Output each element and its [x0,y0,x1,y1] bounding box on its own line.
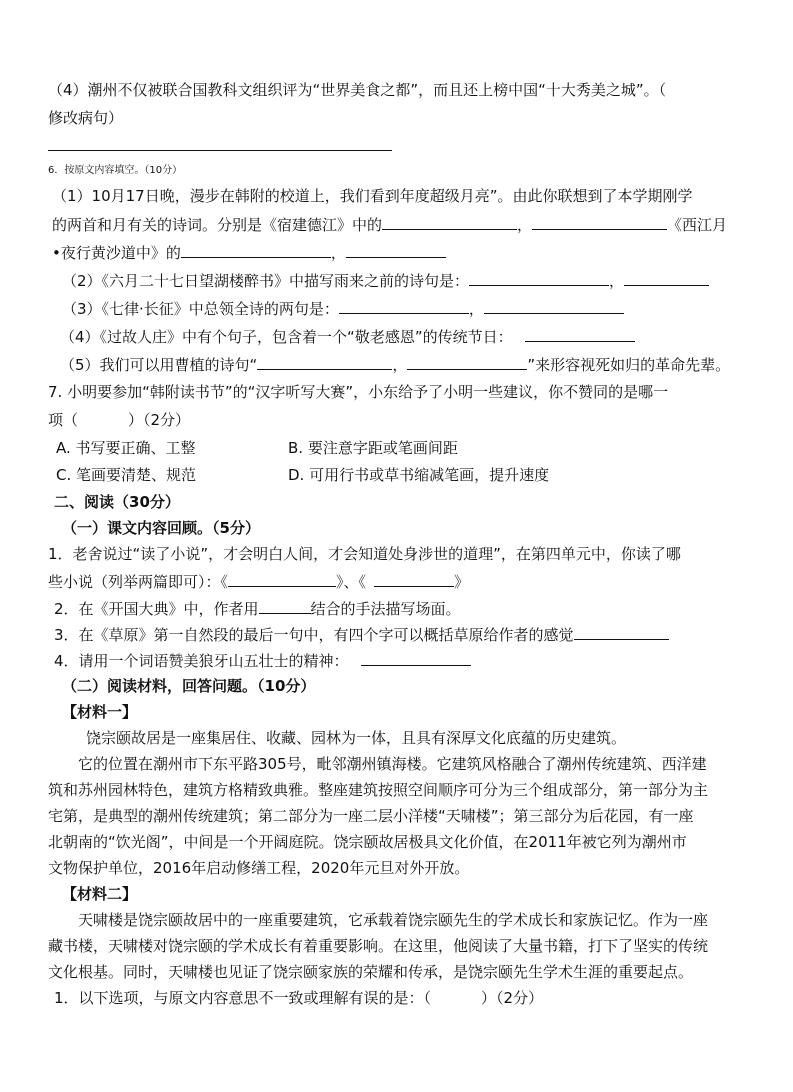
q7-line2: 项（ ）（2分） [48,411,191,429]
material1-para2-line5: 文物保护单位，2016年启动修缮工程，2020年元旦对外开放。 [48,859,470,877]
part2-q1: 1．以下选项，与原文内容意思不一致或理解有误的是：（ ）（2分） [54,989,544,1007]
q6-item1-line3: •夜行黄沙道中》的 ， [52,242,446,263]
material1-para2-line2: 筑和苏州园林特色，建筑方格精致典雅。整座建筑按照空间顺序可分为三个组成部分，第一部分为主 [48,781,709,799]
blank[interactable] [181,242,331,258]
blank[interactable] [525,326,635,342]
q6-item3: （3）《七律·长征》中总领全诗的两句是： ， [62,298,624,319]
q6-item1-line1: （1）10月17日晚，漫步在韩附的校道上，我们看到年度超级月亮”。由此你联想到了本学期刚学 [52,187,693,205]
material1-para2-line4: 北朝南的“饮光阁”，中间是一个开阔庭院。饶宗颐故居极具文化价值，在2011年被它列为潮州市 [48,833,687,851]
q7-option-d[interactable]: D. 可用行书或草书缩减笔画，提升速度 [288,466,550,484]
blank[interactable] [624,270,709,286]
material2-line3: 文化根基。同时，天啸楼也见证了饶宗颐家族的荣耀和传承，是饶宗颐先生学术生涯的重要起点。 [48,963,694,981]
q4-line1: （4）潮州不仅被联合国教科文组织评为“世界美食之都”，而且还上榜中国“十大秀美之城”。（ [48,81,667,99]
material1-para2-line1: 它的位置在潮州市下东平路305号，毗邻潮州镇海楼。它建筑风格融合了潮州传统建筑、西洋建 [78,755,707,773]
q4-answer-line [48,150,392,151]
q7-option-c[interactable]: C. 笔画要清楚、规范 [56,466,197,484]
q7-option-a[interactable]: A. 书写要正确、工整 [56,439,196,457]
part1-q4: 4．请用一个词语赞美狼牙山五壮士的精神： [54,650,471,671]
blank[interactable] [407,354,527,370]
part1-q1-line1: 1．老舍说过“读了小说”，才会明白人间，才会知道处身涉世的道理”，在第四单元中，你读了哪 [48,545,681,563]
blank[interactable] [484,298,624,314]
section2-title: 二、阅读（30分） [54,493,180,511]
q6-item2: （2）《六月二十七日望湖楼醉书》中描写雨来之前的诗句是： ， [62,270,709,291]
blank[interactable] [346,242,446,258]
material2-title: 【材料二】 [62,885,138,903]
material1-para1: 饶宗颐故居是一座集居住、收藏、园林为一体，且具有深厚文化底蕴的历史建筑。 [86,729,627,747]
material1-title: 【材料一】 [62,703,138,721]
blank[interactable] [382,214,517,230]
blank[interactable] [257,354,392,370]
q6-item4: （4）《过故人庄》中有个句子，包含着一个“敬老感恩”的传统节日： [60,326,635,347]
blank[interactable] [374,571,454,587]
q7-line1: 7. 小明要参加“韩附读书节”的“汉字听写大赛”，小东给予了小明一些建议，你不赞同的是哪一 [48,383,669,401]
q6-item1-line2: 的两首和月有关的诗词。分别是《宿建德江》中的 ， 《西江月 [52,216,728,234]
blank[interactable] [361,650,471,666]
blank[interactable] [259,598,311,614]
material2-line2: 藏书楼，天啸楼对饶宗颐的学术成长有着重要影响。在这里，他阅读了大量书籍，打下了坚实的传统 [48,937,709,955]
section2-part1-title: （一）课文内容回顾。（5分） [62,519,260,537]
blank[interactable] [228,571,336,587]
q6-item5: （5）我们可以用曹植的诗句“ ， ”来形容视死如归的革命先辈。 [60,356,731,374]
blank[interactable] [574,624,669,640]
section2-part2-title: （二）阅读材料，回答问题。（10分） [62,677,316,695]
material1-para2-line3: 宅第，是典型的潮州传统建筑；第二部分为一座二层小洋楼“天啸楼”；第三部分为后花园，有一座 [48,807,694,825]
q7-option-b[interactable]: B. 要注意字距或笔画间距 [288,439,458,457]
blank[interactable] [339,298,469,314]
blank[interactable] [532,214,667,230]
blank[interactable] [469,270,609,286]
q4-line2: 修改病句） [48,109,124,127]
part1-q1-line2: 些小说（列举两篇即可）：《 》、《 》 [48,573,470,591]
q6-title: 6．按原文内容填空。（10分） [48,165,183,176]
material2-line1: 天啸楼是饶宗颐故居中的一座重要建筑，它承载着饶宗颐先生的学术成长和家族记忆。作为一座 [78,911,709,929]
part1-q2: 2．在《开国大典》中，作者用 结合的手法描写场面。 [54,600,461,618]
part1-q3: 3．在《草原》第一自然段的最后一句中，有四个字可以概括草原给作者的感觉 [54,624,669,645]
